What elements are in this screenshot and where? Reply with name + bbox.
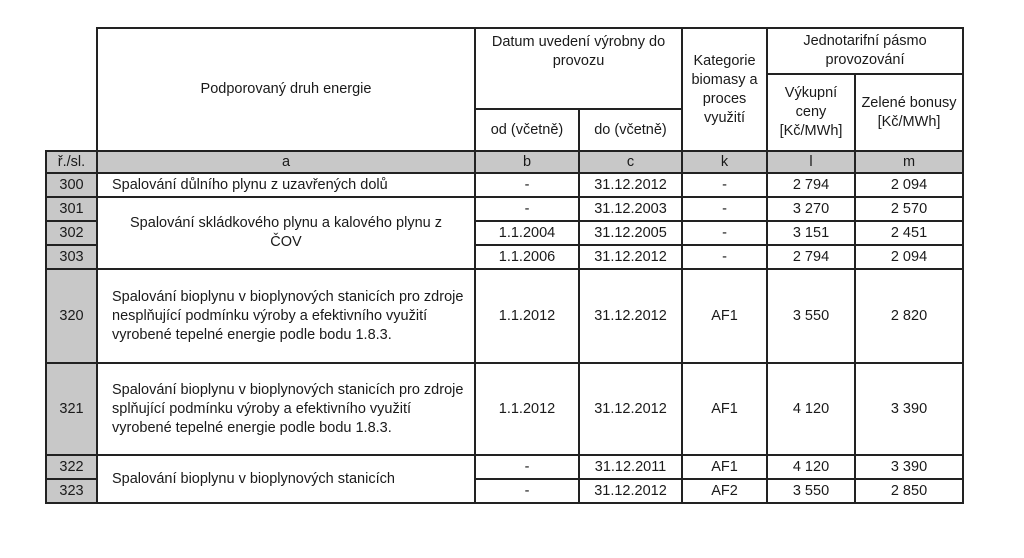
letter-k: k bbox=[682, 151, 767, 173]
row-date-from: 1.1.2012 bbox=[475, 269, 579, 363]
header-tariff-group: Jednotarifní pásmo provozování bbox=[767, 28, 963, 74]
row-price: 4 120 bbox=[767, 363, 855, 455]
row-price: 3 550 bbox=[767, 269, 855, 363]
row-date-from: 1.1.2012 bbox=[475, 363, 579, 455]
letter-m: m bbox=[855, 151, 963, 173]
row-description: Spalování bioplynu v bioplynových stanicích bbox=[97, 455, 475, 503]
row-bonus: 2 094 bbox=[855, 245, 963, 269]
letter-c: c bbox=[579, 151, 682, 173]
row-date-to: 31.12.2012 bbox=[579, 363, 682, 455]
table-row bbox=[46, 269, 963, 363]
row-category: - bbox=[682, 173, 767, 197]
row-date-from: - bbox=[475, 455, 579, 479]
row-number: 323 bbox=[46, 479, 97, 503]
row-date-to: 31.12.2011 bbox=[579, 455, 682, 479]
table-row bbox=[46, 197, 963, 221]
row-price: 2 794 bbox=[767, 245, 855, 269]
row-date-to: 31.12.2012 bbox=[579, 479, 682, 503]
row-price: 3 270 bbox=[767, 197, 855, 221]
table-row bbox=[46, 173, 963, 197]
row-number: 321 bbox=[46, 363, 97, 455]
tariff-table-container bbox=[45, 27, 964, 504]
header-price: Výkupní ceny [Kč/MWh] bbox=[767, 74, 855, 151]
row-date-to: 31.12.2012 bbox=[579, 173, 682, 197]
row-date-from: 1.1.2006 bbox=[475, 245, 579, 269]
row-number: 302 bbox=[46, 221, 97, 245]
row-category: - bbox=[682, 245, 767, 269]
header-date-from: od (včetně) bbox=[475, 109, 579, 151]
row-date-from: - bbox=[475, 197, 579, 221]
row-date-from: - bbox=[475, 479, 579, 503]
table-row bbox=[46, 455, 963, 479]
header-category: Kategorie biomasy a proces využití bbox=[682, 28, 767, 151]
tariff-table bbox=[45, 27, 964, 504]
row-price: 3 151 bbox=[767, 221, 855, 245]
row-bonus: 2 451 bbox=[855, 221, 963, 245]
header-date-to: do (včetně) bbox=[579, 109, 682, 151]
row-number: 303 bbox=[46, 245, 97, 269]
row-category: - bbox=[682, 197, 767, 221]
row-date-to: 31.12.2012 bbox=[579, 269, 682, 363]
letter-a: a bbox=[97, 151, 475, 173]
row-category: - bbox=[682, 221, 767, 245]
row-date-from: - bbox=[475, 173, 579, 197]
row-description: Spalování bioplynu v bioplynových stanicích pro zdroje nesplňující podmínku výroby a efektivního využití vyrobené tepelné energie podle bodu 1.8.3. bbox=[97, 269, 475, 363]
header-energy-type: Podporovaný druh energie bbox=[97, 28, 475, 151]
row-price: 4 120 bbox=[767, 455, 855, 479]
row-category: AF1 bbox=[682, 455, 767, 479]
row-description: Spalování důlního plynu z uzavřených dolů bbox=[97, 173, 475, 197]
row-date-from: 1.1.2004 bbox=[475, 221, 579, 245]
row-number: 322 bbox=[46, 455, 97, 479]
row-date-to: 31.12.2005 bbox=[579, 221, 682, 245]
row-price: 2 794 bbox=[767, 173, 855, 197]
row-bonus: 3 390 bbox=[855, 455, 963, 479]
table-row bbox=[46, 363, 963, 455]
row-number: 320 bbox=[46, 269, 97, 363]
row-number: 301 bbox=[46, 197, 97, 221]
row-description: Spalování skládkového plynu a kalového plynu z ČOV bbox=[97, 197, 475, 269]
row-category: AF1 bbox=[682, 269, 767, 363]
row-category: AF1 bbox=[682, 363, 767, 455]
row-bonus: 3 390 bbox=[855, 363, 963, 455]
row-category: AF2 bbox=[682, 479, 767, 503]
letter-l: l bbox=[767, 151, 855, 173]
row-number: 300 bbox=[46, 173, 97, 197]
row-bonus: 2 570 bbox=[855, 197, 963, 221]
header-corner bbox=[46, 28, 97, 151]
row-price: 3 550 bbox=[767, 479, 855, 503]
header-date-group: Datum uvedení výrobny do provozu bbox=[475, 28, 682, 109]
letter-b: b bbox=[475, 151, 579, 173]
letter-rowno: ř./sl. bbox=[46, 151, 97, 173]
row-bonus: 2 094 bbox=[855, 173, 963, 197]
row-date-to: 31.12.2012 bbox=[579, 245, 682, 269]
row-bonus: 2 850 bbox=[855, 479, 963, 503]
row-bonus: 2 820 bbox=[855, 269, 963, 363]
header-bonus: Zelené bonusy [Kč/MWh] bbox=[855, 74, 963, 151]
row-date-to: 31.12.2003 bbox=[579, 197, 682, 221]
row-description: Spalování bioplynu v bioplynových stanicích pro zdroje splňující podmínku výroby a efektivního využití vyrobené tepelné energie podle bodu 1.8.3. bbox=[97, 363, 475, 455]
